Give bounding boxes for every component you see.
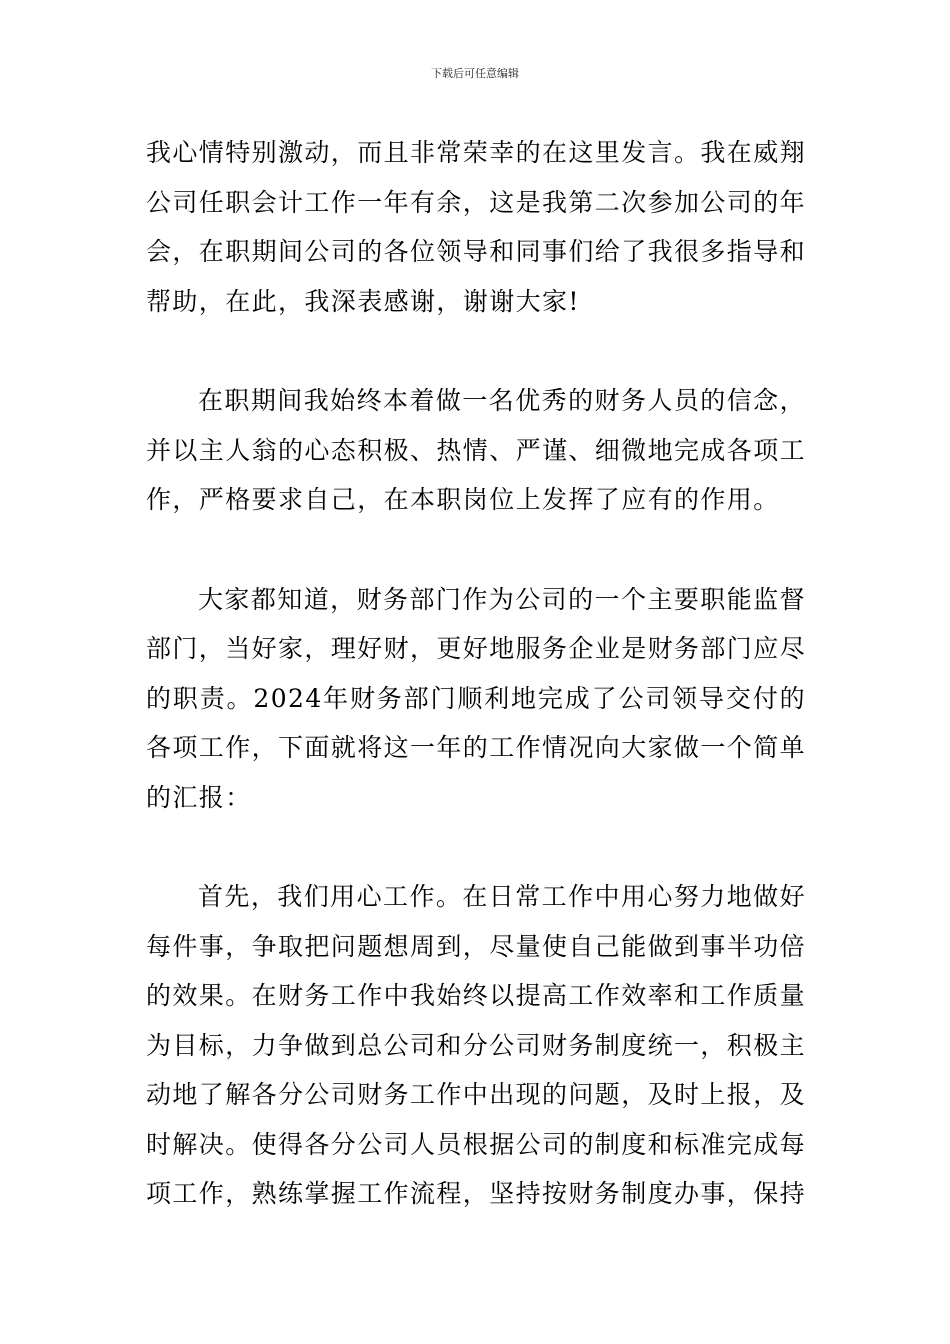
paragraph-first-point: 首先，我们用心工作。在日常工作中用心努力地做好每件事，争取把问题想周到，尽量使自己能做到事半功倍的效果。在财务工作中我始终以提高工作效率和工作质量为目标，力争做到总公司和分公司财务制度统一，积极主动地了解各分公司财务工作中出现的问题，及时上报，及时解决。使得各分公司人员根据公司的制度和标准完成每项工作，熟练掌握工作流程，坚持按财务制度办事，保持 [146,882,807,1208]
paragraph-gap [146,822,806,872]
page-header: 下载后可任意编辑 [431,67,519,80]
paragraph-opening: 我心情特别激动，而且非常荣幸的在这里发言。我在威翔公司任职会计工作一年有余，这是我第二次参加公司的年会，在职期间公司的各位领导和同事们给了我很多指导和帮助，在此，我深表感谢，谢谢大家! [146,138,807,316]
paragraph-belief: 在职期间我始终本着做一名优秀的财务人员的信念，并以主人翁的心态积极、热情、严谨、细微地完成各项工作，严格要求自己，在本职岗位上发挥了应有的作用。 [146,386,807,514]
paragraph-gap [146,525,806,575]
document-body [146,128,806,1219]
paragraph-gap [146,326,806,376]
paragraph-department-duty: 大家都知道，财务部门作为公司的一个主要职能监督部门，当好家，理好财，更好地服务企业是财务部门应尽的职责。2024年财务部门顺利地完成了公司领导交付的各项工作，下面就将这一年的工作情况向大家做一个简单的汇报： [146,584,807,812]
